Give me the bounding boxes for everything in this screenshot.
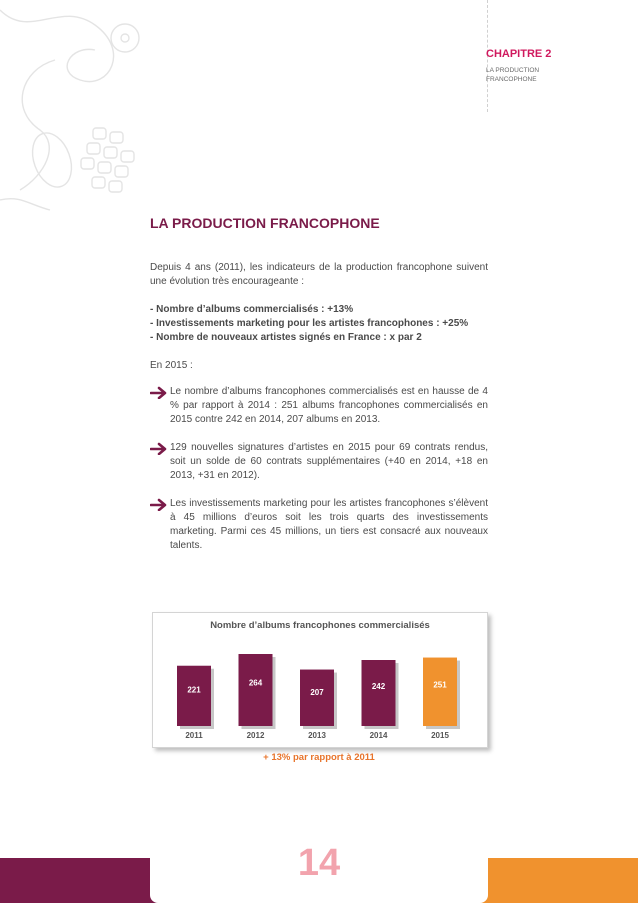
chapter-label: CHAPITRE 2 — [486, 48, 552, 60]
indicator-albums: - Nombre d’albums commercialisés : +13% — [150, 304, 354, 315]
page-number: 14 — [297, 842, 341, 884]
category-label: 2011 — [185, 731, 203, 740]
decorative-illustration — [0, 0, 160, 215]
bullet-item — [150, 385, 488, 427]
albums-chart — [152, 612, 488, 748]
page-title: LA PRODUCTION FRANCOPHONE — [150, 215, 380, 231]
category-label: 2014 — [369, 731, 388, 740]
bar-2014 — [362, 660, 396, 726]
category-label: 2015 — [431, 731, 449, 740]
bar-value-label: 251 — [433, 680, 447, 690]
indicator-marketing: - Investissements marketing pour les artistes francophones : +25% — [150, 318, 469, 329]
arrow-right-icon — [150, 441, 168, 455]
bullet-text: Les investissements marketing pour les artistes francophones s’élèvent à 45 millions d’euros soit les trois quarts des investissements marketing. Parmi ces 45 millions, un tiers est consacré aux nouveaux talents. — [170, 498, 488, 551]
bullet-item — [150, 441, 488, 483]
bar-2013 — [300, 670, 334, 726]
chart-note: + 13% par rapport à 2011 — [263, 752, 375, 763]
bar-2011 — [177, 666, 211, 726]
bullet-text: Le nombre d’albums francophones commercialisés est en hausse de 4 % par rapport à 2014 : 251 albums francophones commercialisés en 2015 contre 242 en 2014, 207 albums en 2013. — [170, 386, 488, 425]
category-label: 2013 — [308, 731, 326, 740]
intro-paragraph: Depuis 4 ans (2011), les indicateurs de la production francophone suivent une évolution très encourageante : — [150, 262, 488, 287]
arrow-right-icon — [150, 385, 168, 399]
bullet-item — [150, 497, 488, 553]
arrow-right-icon — [150, 497, 168, 511]
bar-value-label: 207 — [310, 687, 324, 697]
chart-title: Nombre d’albums francophones commercialisés — [210, 620, 430, 631]
indicator-artists: - Nombre de nouveaux artistes signés en France : x par 2 — [150, 332, 422, 343]
bar-chart — [153, 613, 487, 747]
chapter-subtitle: LA PRODUCTION FRANCOPHONE — [486, 67, 540, 83]
bullet-text: 129 nouvelles signatures d’artistes en 2015 pour 69 contrats rendus, soit un solde de 60 contrats supplémentaires (+40 en 2014, +18 en 2013, +31 en 2012). — [170, 442, 488, 481]
bar-value-label: 221 — [187, 685, 201, 695]
body-text — [150, 261, 488, 553]
bar-2015 — [423, 658, 457, 726]
bar-2012 — [239, 654, 273, 726]
category-label: 2012 — [246, 731, 265, 740]
bar-value-label: 264 — [248, 678, 263, 688]
bar-value-label: 242 — [371, 682, 386, 692]
year-intro: En 2015 : — [150, 360, 193, 371]
